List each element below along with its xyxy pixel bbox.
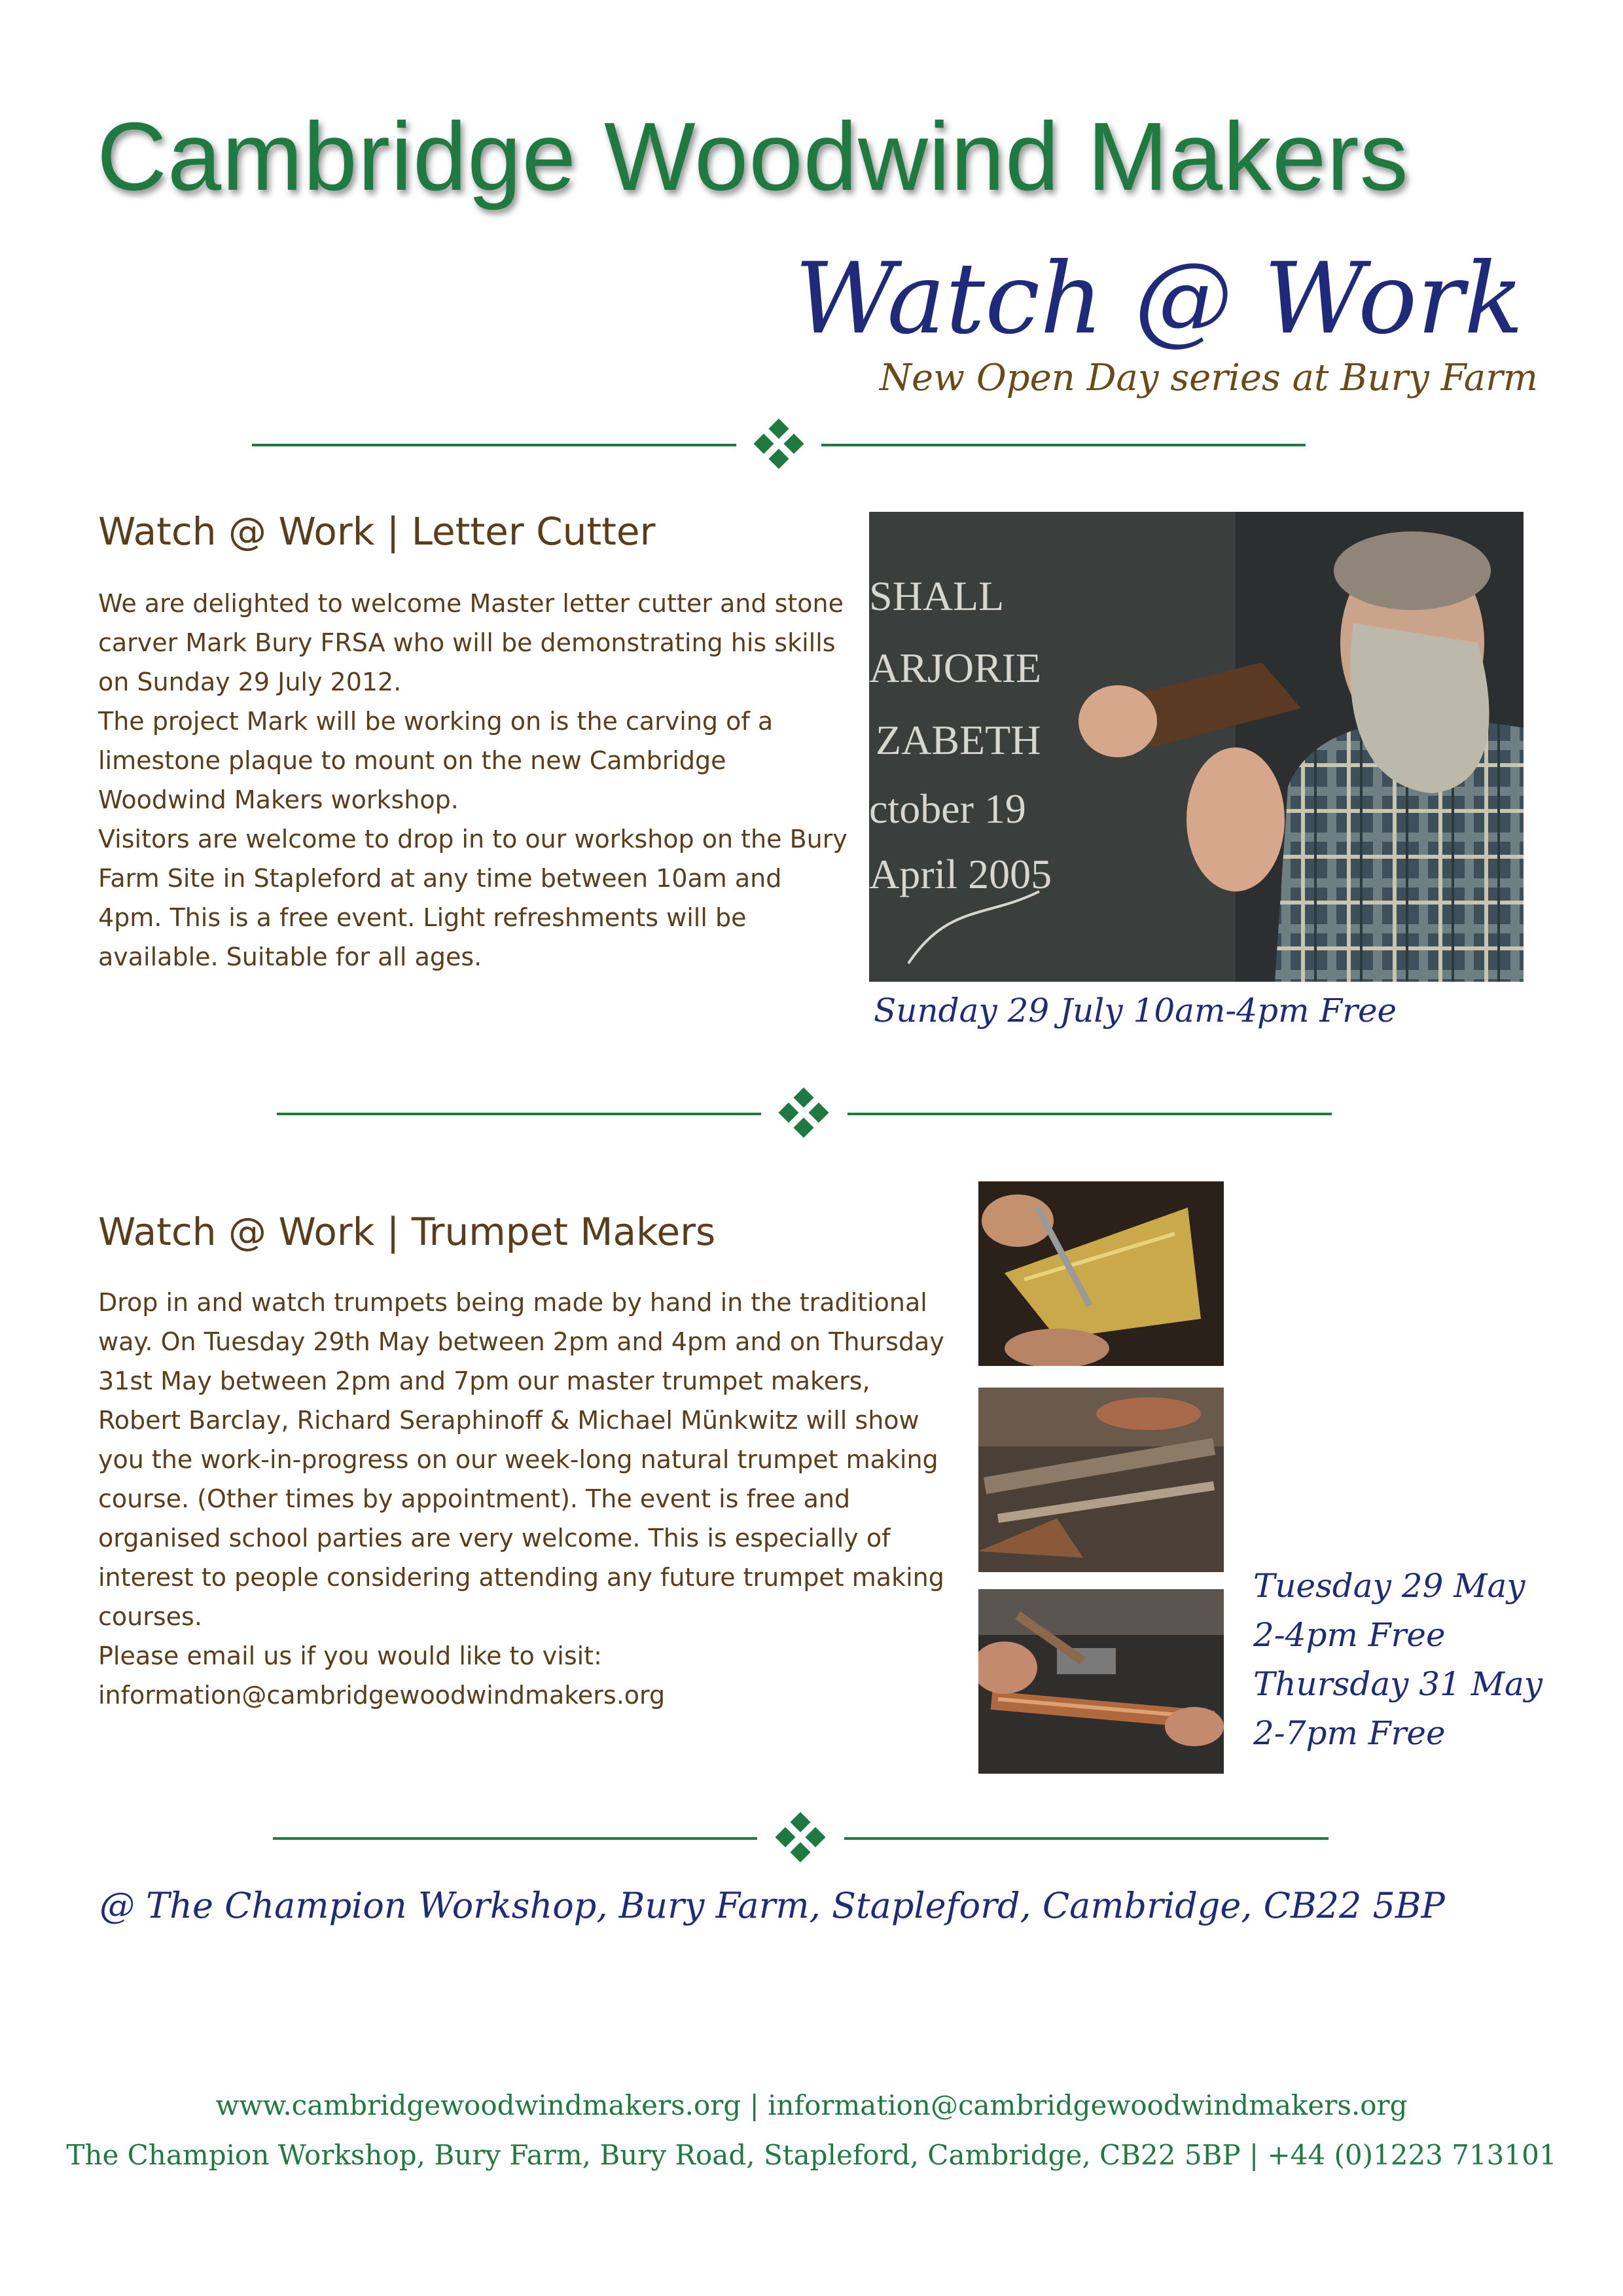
letter-cutter-date: Sunday 29 July 10am-4pm Free bbox=[874, 992, 1397, 1030]
date-line: 2-4pm Free bbox=[1253, 1616, 1446, 1654]
trumpet-dates bbox=[1253, 1562, 1543, 1758]
email-text: information@cambridgewoodwindmakers.org bbox=[98, 1681, 666, 1710]
photo-text: SHALL bbox=[869, 573, 1005, 619]
trumpet-photo-tubes bbox=[978, 1388, 1224, 1572]
date-line: Tuesday 29 May bbox=[1253, 1567, 1525, 1605]
photo-text: ctober 19 bbox=[869, 785, 1026, 832]
section-heading-letter-cutter: Watch @ Work | Letter Cutter bbox=[98, 509, 656, 554]
paragraph: The project Mark will be working on is the carving of a limestone plaque to mount on the new Cambridge Woodwind Makers workshop. bbox=[98, 707, 774, 814]
diamond-ornament-icon bbox=[755, 420, 802, 467]
section-body-letter-cutter bbox=[98, 584, 851, 977]
photo-text: ZABETH bbox=[876, 717, 1041, 763]
paragraph: We are delighted to welcome Master letter cutter and stone carver Mark Bury FRSA who will be demonstrating his skills on Sunday 29 July 2012. bbox=[98, 589, 844, 696]
date-line: Thursday 31 May bbox=[1253, 1665, 1543, 1703]
letter-cutter-photo bbox=[869, 512, 1524, 982]
footer-contact: www.cambridgewoodwindmakers.org | information@cambridgewoodwindmakers.org bbox=[215, 2089, 1408, 2121]
venue-address: @ The Champion Workshop, Bury Farm, Stapleford, Cambridge, CB22 5BP bbox=[99, 1885, 1445, 1926]
section-body-trumpet-makers bbox=[98, 1283, 949, 1715]
trumpet-photo-hammer bbox=[978, 1589, 1224, 1774]
footer-address: The Champion Workshop, Bury Farm, Bury Road, Stapleford, Cambridge, CB22 5BP | +44 (0)1223 713101 bbox=[66, 2139, 1557, 2171]
page-subtitle: New Open Day series at Bury Farm bbox=[879, 357, 1538, 399]
section-heading-trumpet-makers: Watch @ Work | Trumpet Makers bbox=[98, 1210, 716, 1254]
trumpet-photo-bell bbox=[978, 1181, 1224, 1366]
photo-text: April 2005 bbox=[869, 851, 1052, 897]
org-name: Cambridge Woodwind Makers bbox=[97, 103, 1409, 211]
date-line: 2-7pm Free bbox=[1253, 1714, 1446, 1752]
diamond-ornament-icon bbox=[777, 1814, 824, 1861]
paragraph: Please email us if you would like to visit: bbox=[98, 1641, 602, 1670]
diamond-ornament-icon bbox=[780, 1089, 827, 1136]
paragraph: Visitors are welcome to drop in to our workshop on the Bury Farm Site in Stapleford at any time between 10am and 4pm. This is a free event. Light refreshments will be available. Suitable for all ages. bbox=[98, 825, 847, 971]
photo-text: ARJORIE bbox=[869, 645, 1042, 691]
page-title: Watch @ Work bbox=[794, 242, 1524, 356]
paragraph: Drop in and watch trumpets being made by hand in the traditional way. On Tuesday 29th May between 2pm and 4pm and on Thursday 31st May between 2pm and 7pm our master trumpet makers, Robert Barclay, Richard Seraphinoff & Michael Münkwitz will show you the work-in-progress on our week-long natural trumpet making course. (Other times by appointment). The event is free and organised school parties are very welcome. This is especially of interest to people considering attending any future trumpet making courses. bbox=[98, 1288, 944, 1631]
